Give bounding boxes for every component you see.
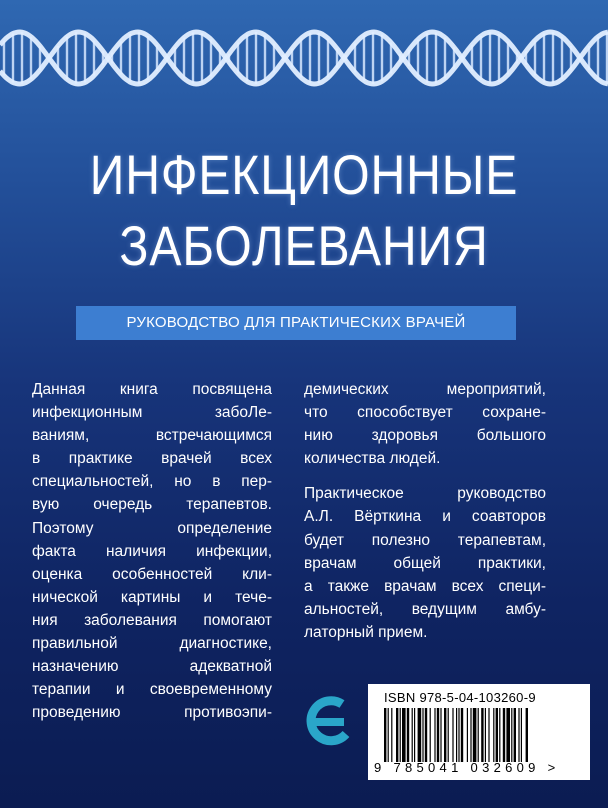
text-line: врачам общей практики, — [304, 554, 546, 572]
text-line: вую очередь терапевтов. — [32, 496, 272, 514]
annotation-column-2 — [304, 378, 546, 644]
barcode-bar — [526, 708, 528, 762]
text-line: назначению адекватной — [32, 658, 272, 676]
text-line: факта наличия инфекции, — [32, 542, 272, 560]
barcode-bar — [444, 708, 446, 762]
text-line: количества людей. — [304, 450, 441, 468]
barcode-bar — [506, 708, 510, 762]
barcode-bar — [496, 708, 498, 762]
barcode-bar — [493, 708, 494, 762]
annotation-column-1 — [32, 378, 272, 724]
text-line: проведению противоэпи- — [32, 704, 272, 722]
text-line: оценка особенностей кли- — [32, 565, 272, 583]
barcode-bar — [407, 708, 409, 762]
barcode-bar — [430, 708, 431, 762]
barcode-bar — [414, 708, 415, 762]
barcode-bar — [478, 708, 479, 762]
text-line: правильной диагностике, — [32, 635, 272, 653]
text-line: нической картины и тече- — [32, 588, 272, 606]
barcode-bar — [511, 708, 512, 762]
barcode-bar — [461, 708, 463, 762]
barcode-bar — [418, 708, 422, 762]
barcode-bar — [458, 708, 459, 762]
text-line: латорный прием. — [304, 623, 428, 641]
barcode-bar — [422, 708, 423, 762]
barcode-bar — [456, 708, 457, 762]
barcode-bar — [518, 708, 519, 762]
text-line: специальностей, но в пер- — [32, 473, 272, 491]
text-line: Практическое руководство — [304, 485, 546, 503]
barcode-bar — [473, 708, 477, 762]
barcode-digits: 9 785041 032609 > — [374, 760, 560, 775]
barcode-bar — [400, 708, 401, 762]
barcode-bar — [503, 708, 505, 762]
publisher-logo-icon — [302, 694, 352, 750]
text-line: будет полезно терапевтам, — [304, 531, 546, 549]
text-line: нию здоровья большого — [304, 427, 546, 445]
barcode-bar — [481, 708, 483, 762]
barcode-bar — [434, 708, 435, 762]
barcode-bar — [467, 708, 468, 762]
dna-helix-icon — [0, 18, 608, 98]
barcode-bar — [521, 708, 522, 762]
text-line: ния заболевания помогают — [32, 611, 272, 629]
isbn-text: ISBN 978-5-04-103260-9 — [384, 690, 536, 705]
annotation-paragraph-2 — [304, 482, 546, 644]
barcode-bar — [485, 708, 486, 762]
text-line: терапии и своевременному — [32, 681, 272, 699]
title-line-1: ИНФЕКЦИОННЫЕ — [89, 143, 519, 206]
text-line: что способствует сохране- — [304, 404, 546, 422]
text-line: А.Л. Вёрткина и соавторов — [304, 508, 546, 526]
barcode-bar — [499, 708, 500, 762]
text-line: а также врачам всех специ- — [304, 577, 546, 595]
barcode-bar — [437, 708, 439, 762]
barcode-bar — [448, 708, 449, 762]
barcode-bar — [440, 708, 441, 762]
text-line: инфекционным забоЛе- — [32, 404, 272, 422]
barcode-bar — [412, 708, 413, 762]
barcode-bar — [425, 708, 427, 762]
barcode-bar — [488, 708, 489, 762]
text-line: Поэтому определение — [32, 519, 272, 537]
barcode-bar — [396, 708, 398, 762]
barcode-bar — [402, 708, 406, 762]
annotation-paragraph-1 — [304, 378, 546, 470]
barcode-bar — [391, 708, 392, 762]
title-line-2: ЗАБОЛЕВАНИЯ — [119, 214, 489, 277]
barcode-bar — [470, 708, 471, 762]
text-line: демических мероприятий, — [304, 381, 546, 398]
barcode-bar — [384, 708, 386, 762]
barcode-bar — [514, 708, 516, 762]
barcode-icon — [382, 708, 578, 762]
barcode-box — [368, 684, 590, 780]
barcode-bar — [388, 708, 389, 762]
text-line: в практике врачей всех — [32, 450, 272, 468]
text-line: ваниям, встречающимся — [32, 427, 272, 445]
text-line: Данная книга посвящена — [32, 381, 272, 398]
text-line: альностей, ведущим амбу- — [304, 600, 546, 618]
barcode-bar — [452, 708, 453, 762]
subtitle-band: РУКОВОДСТВО ДЛЯ ПРАКТИЧЕСКИХ ВРАЧЕЙ — [76, 306, 516, 340]
